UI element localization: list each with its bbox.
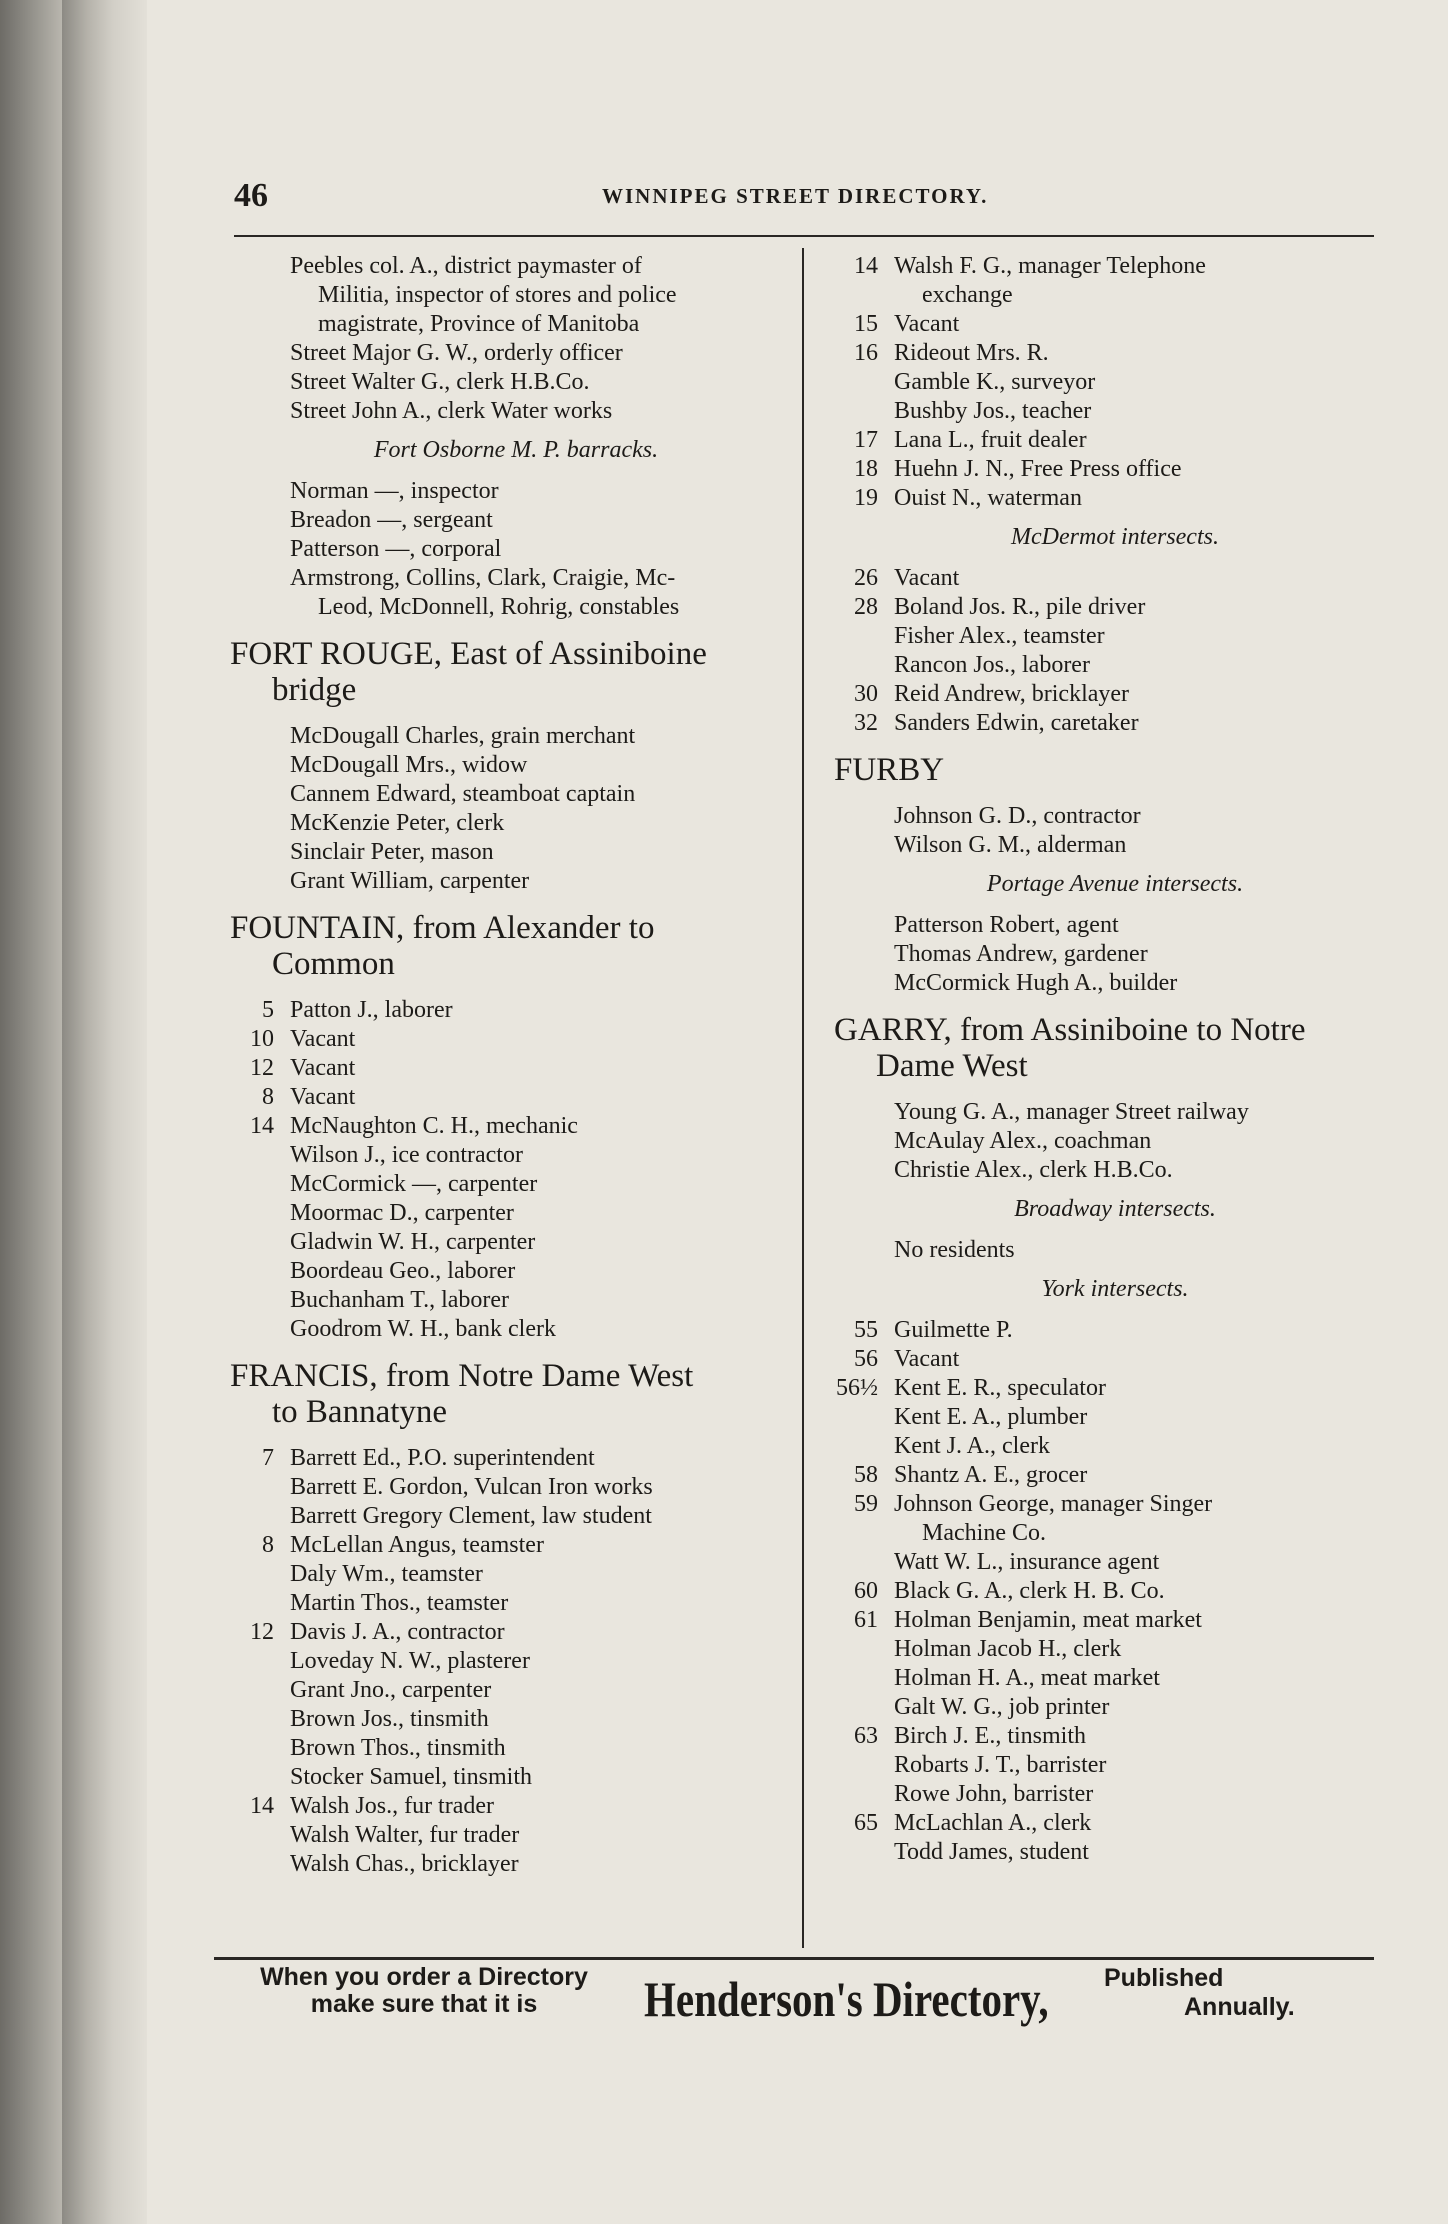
resident-listing: Street John A., clerk Water works <box>290 398 613 424</box>
resident-listing: Street Walter G., clerk H.B.Co. <box>290 369 590 395</box>
directory-entry <box>830 802 1400 831</box>
resident-listing: Guilmette P. <box>894 1317 1013 1343</box>
directory-entry <box>226 1473 806 1502</box>
directory-entry <box>830 1722 1400 1751</box>
intersection-note: Broadway intersects. <box>1014 1196 1216 1222</box>
resident-listing: Daly Wm., teamster <box>290 1561 483 1587</box>
house-number: 12 <box>250 1619 274 1645</box>
directory-entry <box>830 310 1400 339</box>
directory-entry <box>830 1635 1400 1664</box>
directory-entry <box>226 1315 806 1344</box>
directory-entry <box>830 455 1400 484</box>
directory-entry <box>226 397 806 426</box>
resident-listing: Wilson G. M., alderman <box>894 832 1127 858</box>
resident-listing: Shantz A. E., grocer <box>894 1462 1088 1488</box>
street-heading <box>834 1012 1400 1084</box>
resident-listing: Lana L., fruit dealer <box>894 427 1087 453</box>
resident-listing: Barrett Gregory Clement, law student <box>290 1503 652 1529</box>
directory-entry <box>226 1170 806 1199</box>
directory-entry <box>830 651 1400 680</box>
resident-listing: Wilson J., ice contractor <box>290 1142 523 1168</box>
resident-listing: McDougall Mrs., widow <box>290 752 528 778</box>
house-number: 56 <box>854 1346 878 1372</box>
house-number: 12 <box>250 1055 274 1081</box>
house-number: 60 <box>854 1578 878 1604</box>
resident-listing: Grant William, carpenter <box>290 868 530 894</box>
resident-listing: Davis J. A., contractor <box>290 1619 505 1645</box>
ad-tagline-line1: When you order a Directory <box>260 1963 588 1991</box>
listing-continuation: Leod, McDonnell, Rohrig, constables <box>318 594 680 620</box>
house-number: 17 <box>854 427 878 453</box>
resident-listing: Galt W. G., job printer <box>894 1694 1110 1720</box>
intersection-note: Fort Osborne M. P. barracks. <box>373 437 659 463</box>
resident-listing: McLellan Angus, teamster <box>290 1532 544 1558</box>
resident-listing: Vacant <box>894 311 960 337</box>
directory-entry <box>226 1589 806 1618</box>
directory-entry <box>226 1502 806 1531</box>
resident-listing: Rideout Mrs. R. <box>894 340 1049 366</box>
directory-entry <box>226 996 806 1025</box>
resident-listing: Sinclair Peter, mason <box>290 839 494 865</box>
directory-entry <box>226 1199 806 1228</box>
resident-listing: Gladwin W. H., carpenter <box>290 1229 536 1255</box>
resident-listing: Birch J. E., tinsmith <box>894 1723 1086 1749</box>
ad-published-note <box>1104 1964 1295 2022</box>
directory-entry <box>830 564 1400 593</box>
directory-entry <box>226 1705 806 1734</box>
house-number: 28 <box>854 594 878 620</box>
resident-listing: Martin Thos., teamster <box>290 1590 509 1616</box>
resident-listing: Walsh Walter, fur trader <box>290 1822 520 1848</box>
directory-entry <box>226 1763 806 1792</box>
directory-entry <box>830 593 1400 622</box>
house-number: 55 <box>854 1317 878 1343</box>
resident-listing: McAulay Alex., coachman <box>894 1128 1152 1154</box>
resident-listing: Vacant <box>290 1055 356 1081</box>
resident-listing: Patton J., laborer <box>290 997 453 1023</box>
listing-continuation: Machine Co. <box>922 1520 1046 1546</box>
resident-listing: Norman —, inspector <box>290 478 499 504</box>
street-name: FOUNTAIN, from Alexander to <box>230 910 655 946</box>
street-heading-continuation: Dame West <box>876 1048 1028 1084</box>
resident-listing: Barrett Ed., P.O. superintendent <box>290 1445 595 1471</box>
resident-listing: Young G. A., manager Street railway <box>894 1099 1249 1125</box>
directory-entry <box>226 1083 806 1112</box>
ad-tagline-line2: make sure that it is <box>310 1990 538 2018</box>
directory-entry <box>226 1025 806 1054</box>
resident-listing: Armstrong, Collins, Clark, Craigie, Mc- <box>290 565 676 591</box>
house-number: 10 <box>250 1026 274 1052</box>
directory-entry <box>830 911 1400 940</box>
directory-entry <box>830 426 1400 455</box>
resident-listing: Patterson —, corporal <box>290 536 502 562</box>
directory-entry <box>830 397 1400 426</box>
house-number: 32 <box>854 710 878 736</box>
directory-entry <box>226 535 806 564</box>
resident-listing: Patterson Robert, agent <box>894 912 1119 938</box>
left-column <box>226 252 806 1879</box>
directory-entry <box>830 1664 1400 1693</box>
resident-listing: Kent J. A., clerk <box>894 1433 1050 1459</box>
resident-listing: Walsh Jos., fur trader <box>290 1793 495 1819</box>
directory-entry <box>226 1647 806 1676</box>
column-divider <box>802 248 804 1948</box>
directory-entry <box>226 1228 806 1257</box>
resident-listing: Ouist N., waterman <box>894 485 1082 511</box>
page-title: WINNIPEG STREET DIRECTORY. <box>602 184 989 208</box>
street-heading-continuation: to Bannatyne <box>272 1394 448 1430</box>
resident-listing: McNaughton C. H., mechanic <box>290 1113 578 1139</box>
resident-listing: Boland Jos. R., pile driver <box>894 594 1146 620</box>
house-number: 8 <box>262 1084 274 1110</box>
resident-listing: Walsh F. G., manager Telephone <box>894 253 1206 279</box>
directory-entry <box>830 969 1400 998</box>
ad-published-line1: Published <box>1104 1964 1224 1992</box>
resident-listing: Street Major G. W., orderly officer <box>290 340 623 366</box>
directory-entry <box>830 1374 1400 1403</box>
directory-entry <box>226 1054 806 1083</box>
resident-listing: Thomas Andrew, gardener <box>894 941 1148 967</box>
directory-entry <box>226 838 806 867</box>
directory-entry <box>226 1734 806 1763</box>
directory-entry <box>830 1490 1400 1548</box>
house-number: 26 <box>854 565 878 591</box>
directory-entry <box>226 1444 806 1473</box>
house-number: 61 <box>854 1607 878 1633</box>
resident-listing: McDougall Charles, grain merchant <box>290 723 636 749</box>
directory-entry <box>226 1257 806 1286</box>
directory-entry <box>830 1577 1400 1606</box>
resident-listing: Breadon —, sergeant <box>290 507 493 533</box>
directory-entry <box>830 1403 1400 1432</box>
ad-published-line2: Annually. <box>1184 1993 1295 2021</box>
footer-rule <box>214 1957 1374 1960</box>
directory-entry <box>830 1156 1400 1185</box>
intersection-note: York intersects. <box>1041 1276 1189 1302</box>
house-number: 18 <box>854 456 878 482</box>
listing-continuation: Militia, inspector of stores and police <box>318 282 677 308</box>
intersection-note: McDermot intersects. <box>1011 524 1219 550</box>
resident-listing: Black G. A., clerk H. B. Co. <box>894 1578 1165 1604</box>
house-number: 5 <box>262 997 274 1023</box>
resident-listing: Fisher Alex., teamster <box>894 623 1105 649</box>
street-name: GARRY, from Assiniboine to Notre <box>834 1012 1306 1048</box>
house-number: 63 <box>854 1723 878 1749</box>
resident-listing: Huehn J. N., Free Press office <box>894 456 1182 482</box>
directory-entry <box>830 940 1400 969</box>
directory-entry <box>830 1693 1400 1722</box>
page-number: 46 <box>234 177 268 214</box>
ad-brand-name: Henderson's Directory, <box>644 1971 1049 2027</box>
resident-listing: Goodrom W. H., bank clerk <box>290 1316 556 1342</box>
directory-entry <box>226 1286 806 1315</box>
directory-entry <box>830 368 1400 397</box>
directory-entry <box>830 1345 1400 1374</box>
resident-listing: Cannem Edward, steamboat captain <box>290 781 636 807</box>
resident-listing: McCormick —, carpenter <box>290 1171 538 1197</box>
street-name: FRANCIS, from Notre Dame West <box>230 1358 694 1394</box>
directory-entry <box>226 1112 806 1141</box>
resident-listing: Boordeau Geo., laborer <box>290 1258 516 1284</box>
directory-entry <box>226 1792 806 1821</box>
resident-listing: Rowe John, barrister <box>894 1781 1094 1807</box>
resident-listing: Johnson George, manager Singer <box>894 1491 1213 1517</box>
resident-listing: Kent E. A., plumber <box>894 1404 1088 1430</box>
house-number: 59 <box>854 1491 878 1517</box>
directory-entry <box>226 751 806 780</box>
street-name: FORT ROUGE, East of Assiniboine <box>230 636 707 672</box>
directory-entry <box>226 1618 806 1647</box>
resident-listing: Moormac D., carpenter <box>290 1200 514 1226</box>
directory-entry <box>830 484 1400 513</box>
directory-entry <box>226 1141 806 1170</box>
resident-listing: Christie Alex., clerk H.B.Co. <box>894 1157 1173 1183</box>
resident-listing: Sanders Edwin, caretaker <box>894 710 1139 736</box>
resident-listing: Buchanham T., laborer <box>290 1287 510 1313</box>
resident-listing: Holman Jacob H., clerk <box>894 1636 1122 1662</box>
directory-entry <box>226 1850 806 1879</box>
house-number: 19 <box>854 485 878 511</box>
house-number: 58 <box>854 1462 878 1488</box>
resident-listing: Vacant <box>894 1346 960 1372</box>
directory-entry <box>830 1838 1400 1867</box>
street-heading <box>230 910 806 982</box>
right-column <box>830 252 1400 1867</box>
resident-listing: Reid Andrew, bricklayer <box>894 681 1130 707</box>
directory-entry <box>226 722 806 751</box>
directory-entry <box>226 780 806 809</box>
directory-entry <box>226 809 806 838</box>
street-heading <box>834 752 1400 788</box>
house-number: 14 <box>250 1793 274 1819</box>
directory-entry <box>830 1548 1400 1577</box>
listing-continuation: magistrate, Province of Manitoba <box>318 311 640 337</box>
resident-listing: Rancon Jos., laborer <box>894 652 1090 678</box>
listing-continuation: exchange <box>922 282 1013 308</box>
resident-listing: Todd James, student <box>894 1839 1089 1865</box>
resident-listing: Walsh Chas., bricklayer <box>290 1851 519 1877</box>
house-number: 14 <box>250 1113 274 1139</box>
resident-listing: McKenzie Peter, clerk <box>290 810 505 836</box>
street-heading <box>230 1358 806 1430</box>
directory-entry <box>830 339 1400 368</box>
directory-entry <box>830 1461 1400 1490</box>
house-number: 16 <box>854 340 878 366</box>
resident-listing: No residents <box>894 1237 1015 1263</box>
header-rule <box>234 235 1374 237</box>
resident-listing: Watt W. L., insurance agent <box>894 1549 1160 1575</box>
street-heading-continuation: bridge <box>272 672 357 708</box>
street-heading <box>230 636 806 708</box>
directory-entry <box>830 709 1400 738</box>
resident-listing: McLachlan A., clerk <box>894 1810 1092 1836</box>
resident-listing: Vacant <box>290 1084 356 1110</box>
house-number: 56½ <box>836 1375 878 1401</box>
directory-entry <box>226 339 806 368</box>
resident-listing: Brown Jos., tinsmith <box>290 1706 489 1732</box>
resident-listing: Brown Thos., tinsmith <box>290 1735 506 1761</box>
resident-listing: Vacant <box>894 565 960 591</box>
directory-entry <box>830 1809 1400 1838</box>
resident-listing: Bushby Jos., teacher <box>894 398 1092 424</box>
directory-entry <box>830 680 1400 709</box>
house-number: 15 <box>854 311 878 337</box>
street-heading-continuation: Common <box>272 946 395 982</box>
house-number: 8 <box>262 1532 274 1558</box>
directory-entry <box>830 1751 1400 1780</box>
resident-listing: Loveday N. W., plasterer <box>290 1648 530 1674</box>
book-spine <box>0 0 62 2224</box>
house-number: 30 <box>854 681 878 707</box>
house-number: 7 <box>262 1445 274 1471</box>
directory-entry <box>226 252 806 339</box>
intersection-note: Portage Avenue intersects. <box>986 871 1244 897</box>
resident-listing: Kent E. R., speculator <box>894 1375 1106 1401</box>
directory-entry <box>830 1780 1400 1809</box>
directory-entry <box>830 1432 1400 1461</box>
directory-entry <box>226 1821 806 1850</box>
directory-entry <box>226 564 806 622</box>
house-number: 65 <box>854 1810 878 1836</box>
resident-listing: Barrett E. Gordon, Vulcan Iron works <box>290 1474 653 1500</box>
directory-entry <box>226 477 806 506</box>
resident-listing: McCormick Hugh A., builder <box>894 970 1178 996</box>
directory-entry <box>830 1606 1400 1635</box>
resident-listing: Peebles col. A., district paymaster of <box>290 253 642 279</box>
ad-tagline <box>214 1964 634 2018</box>
resident-listing: Grant Jno., carpenter <box>290 1677 492 1703</box>
resident-listing: Vacant <box>290 1026 356 1052</box>
resident-listing: Robarts J. T., barrister <box>894 1752 1107 1778</box>
resident-listing: Holman Benjamin, meat market <box>894 1607 1202 1633</box>
directory-entry <box>226 506 806 535</box>
footer-advertisement <box>214 1962 1374 2032</box>
directory-entry <box>226 1676 806 1705</box>
resident-listing: Holman H. A., meat market <box>894 1665 1160 1691</box>
page-gutter <box>62 0 147 2224</box>
resident-listing: Gamble K., surveyor <box>894 369 1096 395</box>
directory-entry <box>830 1127 1400 1156</box>
running-head <box>234 177 1384 217</box>
directory-entry <box>226 368 806 397</box>
house-number: 14 <box>854 253 878 279</box>
street-name: FURBY <box>834 752 945 788</box>
directory-entry <box>830 252 1400 310</box>
directory-entry <box>830 831 1400 860</box>
directory-entry <box>830 1316 1400 1345</box>
directory-entry <box>226 867 806 896</box>
directory-entry <box>830 1098 1400 1127</box>
directory-entry <box>226 1531 806 1560</box>
directory-entry <box>830 622 1400 651</box>
directory-entry <box>226 1560 806 1589</box>
resident-listing: Johnson G. D., contractor <box>894 803 1141 829</box>
resident-listing: Stocker Samuel, tinsmith <box>290 1764 532 1790</box>
directory-entry <box>830 1236 1400 1265</box>
